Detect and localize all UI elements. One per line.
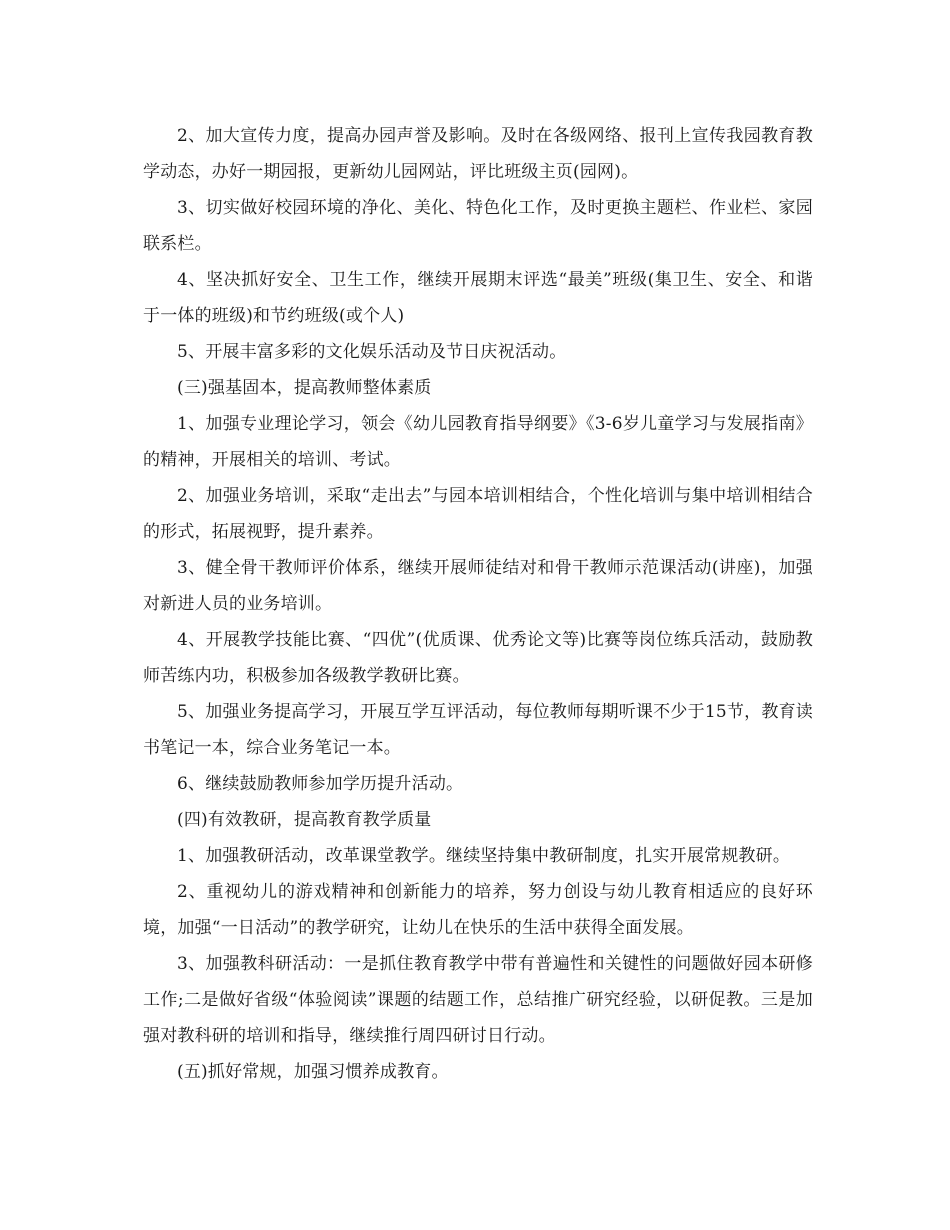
paragraph-campus-environment: 3、切实做好校园环境的净化、美化、特色化工作，及时更换主题栏、作业栏、家园联系栏。	[143, 198, 813, 254]
paragraph-play-innovation: 2、重视幼儿的游戏精神和创新能力的培养，努力创设与幼儿教育相适应的良好环境，加强“一日活动”的教学研究，让幼儿在快乐的生活中获得全面发展。	[143, 882, 813, 938]
paragraph-cultural-activities: 5、开展丰富多彩的文化娱乐活动及节日庆祝活动。	[177, 342, 567, 362]
paragraph-business-training: 2、加强业务培训，采取“走出去”与园本培训相结合，个性化培训与集中培训相结合的形式，拓展视野，提升素养。	[143, 486, 813, 542]
paragraph-scientific-research: 3、加强教科研活动：一是抓住教育教学中带有普遍性和关键性的问题做好园本研修工作;二是做好省级“体验阅读”课题的结题工作，总结推广研究经验，以研促教。三是加强对教科研的培训和指导，继续推行周四研讨日行动。	[143, 954, 813, 1046]
paragraph-evaluation-system: 3、健全骨干教师评价体系，继续开展师徒结对和骨干教师示范课活动(讲座)，加强对新进人员的业务培训。	[143, 558, 813, 614]
document-body	[143, 118, 813, 1090]
paragraph-degree-upgrade: 6、继续鼓励教师参加学历提升活动。	[177, 774, 464, 794]
paragraph-theory-study: 1、加强专业理论学习，领会《幼儿园教育指导纲要》《3-6岁儿童学习与发展指南》的精神，开展相关的培训、考试。	[143, 414, 813, 470]
paragraph-skill-competition: 4、开展教学技能比赛、“四优”(优质课、优秀论文等)比赛等岗位练兵活动，鼓励教师苦练内功，积极参加各级教学教研比赛。	[143, 630, 813, 686]
section-heading-teaching-research: (四)有效教研，提高教育教学质量	[177, 810, 432, 830]
paragraph-research-activities: 1、加强教研活动，改革课堂教学。继续坚持集中教研制度，扎实开展常规教研。	[177, 846, 791, 866]
section-heading-routine-habits: (五)抓好常规，加强习惯养成教育。	[177, 1062, 449, 1082]
paragraph-mutual-learning: 5、加强业务提高学习，开展互学互评活动，每位教师每期听课不少于15节，教育读书笔记一本，综合业务笔记一本。	[143, 702, 813, 758]
paragraph-publicity: 2、加大宣传力度，提高办园声誉及影响。及时在各级网络、报刊上宣传我园教育教学动态，办好一期园报，更新幼儿园网站，评比班级主页(园网)。	[143, 126, 813, 182]
section-heading-teacher-quality: (三)强基固本，提高教师整体素质	[177, 378, 432, 398]
paragraph-safety-hygiene: 4、坚决抓好安全、卫生工作，继续开展期末评选“最美”班级(集卫生、安全、和谐于一体的班级)和节约班级(或个人)	[143, 270, 813, 326]
